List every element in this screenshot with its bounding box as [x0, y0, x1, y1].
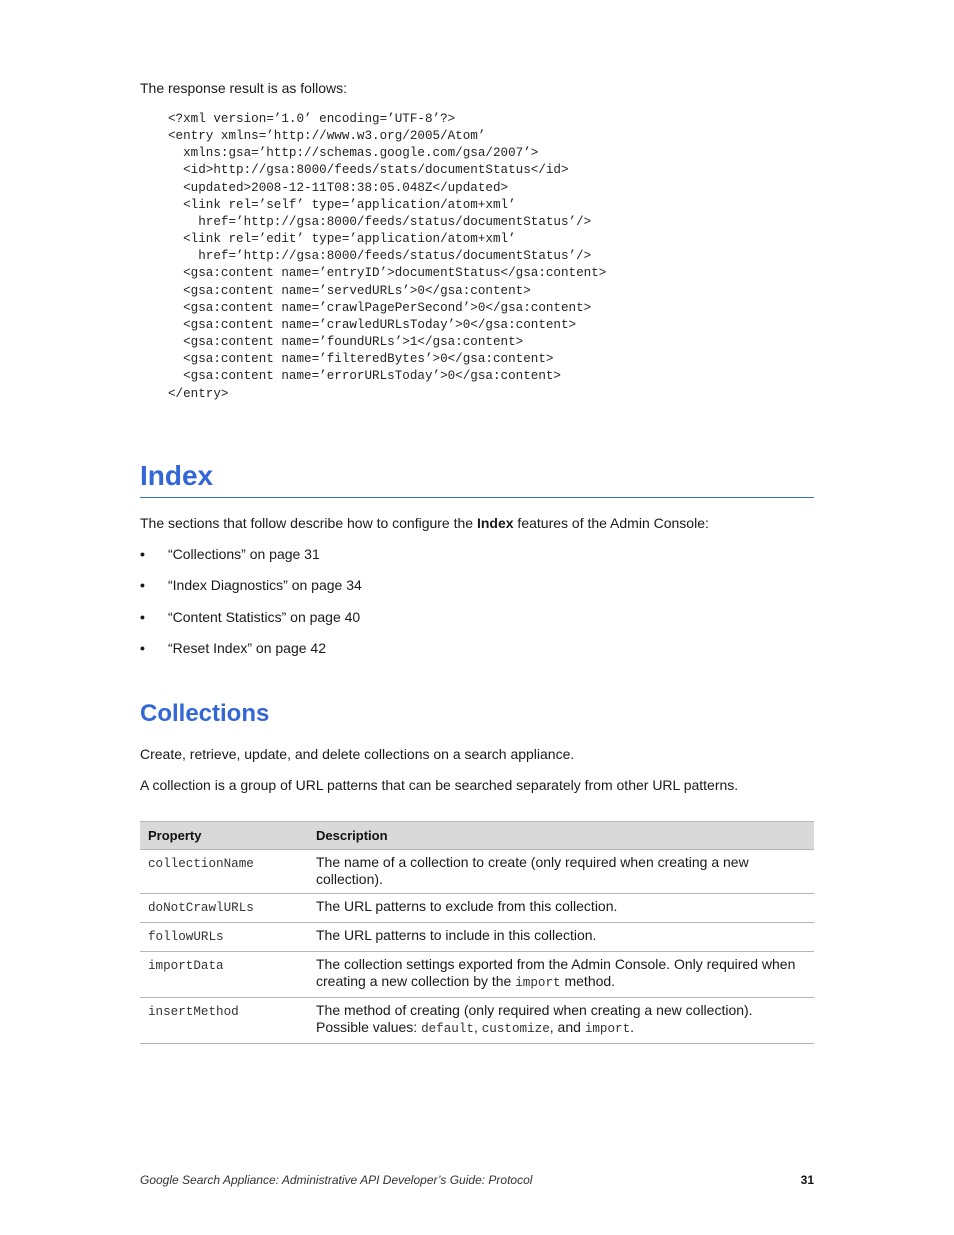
cross-reference-link[interactable]: “Collections” on page 31	[168, 546, 320, 562]
index-intro-bold: Index	[476, 515, 514, 531]
description-text: The method of creating (only required when creating a new collection). Possible values:	[316, 1002, 753, 1035]
code-line: <entry xmlns=’http://www.w3.org/2005/Atom’	[168, 129, 486, 144]
inline-code: import	[515, 976, 561, 990]
inline-code: default	[421, 1022, 474, 1036]
property-description	[308, 952, 814, 998]
code-line: <gsa:content name=’servedURLs’>0</gsa:content>	[168, 283, 531, 298]
description-text: method.	[560, 973, 616, 989]
xml-response-code-block	[168, 111, 606, 403]
table-row	[140, 850, 814, 894]
code-line: <updated>2008-12-11T08:38:05.048Z</updated>	[168, 180, 509, 195]
heading-divider	[140, 497, 814, 498]
property-description: The name of a collection to create (only required when creating a new collection).	[308, 850, 814, 894]
separator-text: .	[630, 1019, 635, 1035]
bullet-glyph: •	[140, 546, 145, 562]
property-name: importData	[140, 952, 308, 998]
bullet-glyph: •	[140, 577, 145, 594]
code-line: <gsa:content name=’crawlPagePerSecond’>0</gsa:content>	[168, 300, 592, 315]
code-line: <?xml version=’1.0’ encoding=’UTF-8’?>	[168, 112, 456, 126]
code-line: <link rel=’self’ type=’application/atom+xml’	[168, 197, 516, 212]
code-line: <gsa:content name=’foundURLs’>1</gsa:content>	[168, 335, 524, 350]
property-name: followURLs	[140, 923, 308, 952]
separator-text: , and	[549, 1019, 585, 1035]
list-item	[140, 545, 362, 576]
index-intro-before: The sections that follow describe how to configure the	[140, 515, 477, 531]
index-intro-after: features of the Admin Console:	[513, 515, 709, 531]
code-line: <id>http://gsa:8000/feeds/stats/documentStatus</id>	[168, 163, 569, 178]
property-column-header: Property	[140, 822, 308, 850]
footer-page-number: 31	[800, 1173, 814, 1187]
cross-reference-link[interactable]: “Reset Index” on page 42	[168, 639, 326, 656]
index-sections-list	[140, 545, 362, 670]
code-line: xmlns:gsa=’http://schemas.google.com/gsa/2007’>	[168, 146, 539, 161]
table-row	[140, 923, 814, 952]
description-column-header: Description	[308, 822, 814, 850]
property-description: The URL patterns to exclude from this collection.	[308, 894, 814, 923]
footer-document-title: Google Search Appliance: Administrative API Developer’s Guide: Protocol	[140, 1173, 533, 1187]
table-row	[140, 894, 814, 923]
index-intro-text	[140, 514, 709, 532]
inline-code: customize	[481, 1022, 550, 1036]
property-description	[308, 998, 814, 1044]
list-item	[140, 608, 362, 639]
code-line: <link rel=’edit’ type=’application/atom+xml’	[168, 232, 516, 247]
cross-reference-link[interactable]: “Content Statistics” on page 40	[168, 608, 361, 625]
cross-reference-link[interactable]: “Index Diagnostics” on page 34	[168, 577, 362, 594]
property-name: insertMethod	[140, 998, 308, 1044]
code-line: </entry>	[168, 386, 229, 401]
description-text: The collection settings exported from the Admin Console. Only required when creating a new collection by the	[316, 956, 796, 989]
property-name: collectionName	[140, 850, 308, 894]
property-name: doNotCrawlURLs	[140, 894, 308, 923]
table-row	[140, 952, 814, 998]
inline-code: import	[584, 1022, 631, 1036]
list-item	[140, 639, 362, 670]
bullet-glyph: •	[140, 639, 145, 656]
table-row	[140, 998, 814, 1044]
property-description: The URL patterns to include in this collection.	[308, 923, 814, 952]
code-line: <gsa:content name=’crawledURLsToday’>0</gsa:content>	[168, 317, 577, 332]
collections-heading: Collections	[140, 700, 270, 727]
index-heading: Index	[140, 460, 214, 491]
separator-text: ,	[473, 1019, 482, 1035]
collection-definition: A collection is a group of URL patterns that can be searched separately from other URL patterns.	[140, 777, 739, 793]
code-line: href=’http://gsa:8000/feeds/status/documentStatus’/>	[168, 249, 592, 264]
response-intro-text: The response result is as follows:	[140, 80, 347, 96]
code-line: <gsa:content name=’errorURLsToday’>0</gsa:content>	[168, 369, 561, 384]
list-item	[140, 576, 362, 607]
collection-properties-table	[140, 821, 814, 1044]
code-line: href=’http://gsa:8000/feeds/status/documentStatus’/>	[168, 214, 592, 229]
table-header-row	[140, 822, 814, 850]
code-line: <gsa:content name=’filteredBytes’>0</gsa:content>	[168, 352, 554, 367]
collections-description: Create, retrieve, update, and delete collections on a search appliance.	[140, 746, 575, 762]
bullet-glyph: •	[140, 608, 145, 625]
code-line: <gsa:content name=’entryID’>documentStatus</gsa:content>	[168, 266, 607, 281]
